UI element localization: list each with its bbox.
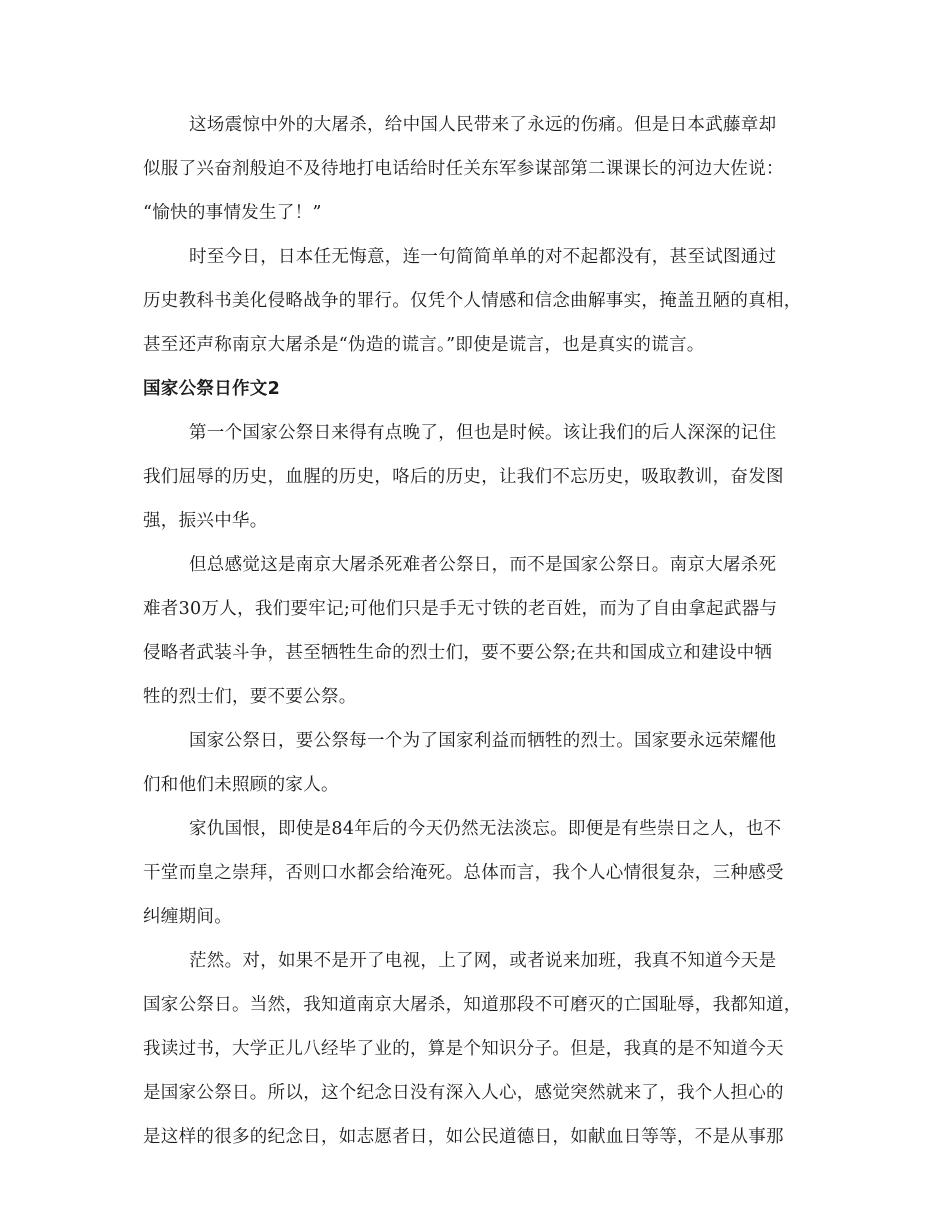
text-line: 是国家公祭日。所以，这个纪念日没有深入人心，感觉突然就来了，我个人担心的 xyxy=(143,1083,784,1103)
section-heading: 国家公祭日作文2 xyxy=(143,379,281,399)
text-line: 我读过书，大学正儿八经毕了业的，算是个知识分子。但是，我真的是不知道今天 xyxy=(143,1039,784,1059)
text-line: 我们屈辱的历史，血腥的历史，咯后的历史，让我们不忘历史，吸取教训，奋发图 xyxy=(143,467,784,487)
text-line: 第一个国家公祭日来得有点晚了，但也是时候。该让我们的后人深深的记住 xyxy=(189,423,777,443)
text-line: 是这样的很多的纪念日，如志愿者日，如公民道德日，如献血日等等，不是从事那 xyxy=(143,1127,784,1147)
text-line: 纠缠期间。 xyxy=(143,907,232,927)
text-line: 们和他们未照顾的家人。 xyxy=(143,775,339,795)
text-line: 时至今日，日本任无悔意，连一句简简单单的对不起都没有，甚至试图通过 xyxy=(189,247,777,267)
text-line: 难者30万人，我们要牢记;可他们只是手无寸铁的老百姓，而为了自由拿起武器与 xyxy=(143,599,778,619)
text-line: 牲的烈士们，要不要公祭。 xyxy=(143,687,357,707)
text-line: 强，振兴中华。 xyxy=(143,511,268,531)
text-line: 国家公祭日。当然，我知道南京大屠杀，知道那段不可磨灭的亡国耻辱，我都知道， xyxy=(143,995,802,1015)
text-line: 茫然。对，如果不是开了电视，上了网，或者说来加班，我真不知道今天是 xyxy=(189,951,777,971)
text-line: 似服了兴奋剂般迫不及待地打电话给时任关东军参谋部第二课课长的河边大佐说： xyxy=(143,159,784,179)
text-line: 这场震惊中外的大屠杀，给中国人民带来了永远的伤痛。但是日本武藤章却 xyxy=(189,115,777,135)
text-line: “愉快的事情发生了！” xyxy=(143,203,322,223)
text-line: 家仇国恨，即使是84年后的今天仍然无法淡忘。即便是有些崇日之人，也不 xyxy=(189,819,782,839)
text-line: 历史教科书美化侵略战争的罪行。仅凭个人情感和信念曲解事实，掩盖丑陋的真相， xyxy=(143,291,802,311)
text-line: 甚至还声称南京大屠杀是“伪造的谎言。”即使是谎言，也是真实的谎言。 xyxy=(143,335,705,355)
text-line: 但总感觉这是南京大屠杀死难者公祭日，而不是国家公祭日。南京大屠杀死 xyxy=(189,555,777,575)
text-line: 国家公祭日，要公祭每一个为了国家利益而牺牲的烈士。国家要永远荣耀他 xyxy=(189,731,777,751)
text-line: 侵略者武装斗争，甚至牺牲生命的烈士们，要不要公祭;在共和国成立和建设中牺 xyxy=(143,643,773,663)
text-line: 干堂而皇之崇拜，否则口水都会给淹死。总体而言，我个人心情很复杂，三种感受 xyxy=(143,863,784,883)
